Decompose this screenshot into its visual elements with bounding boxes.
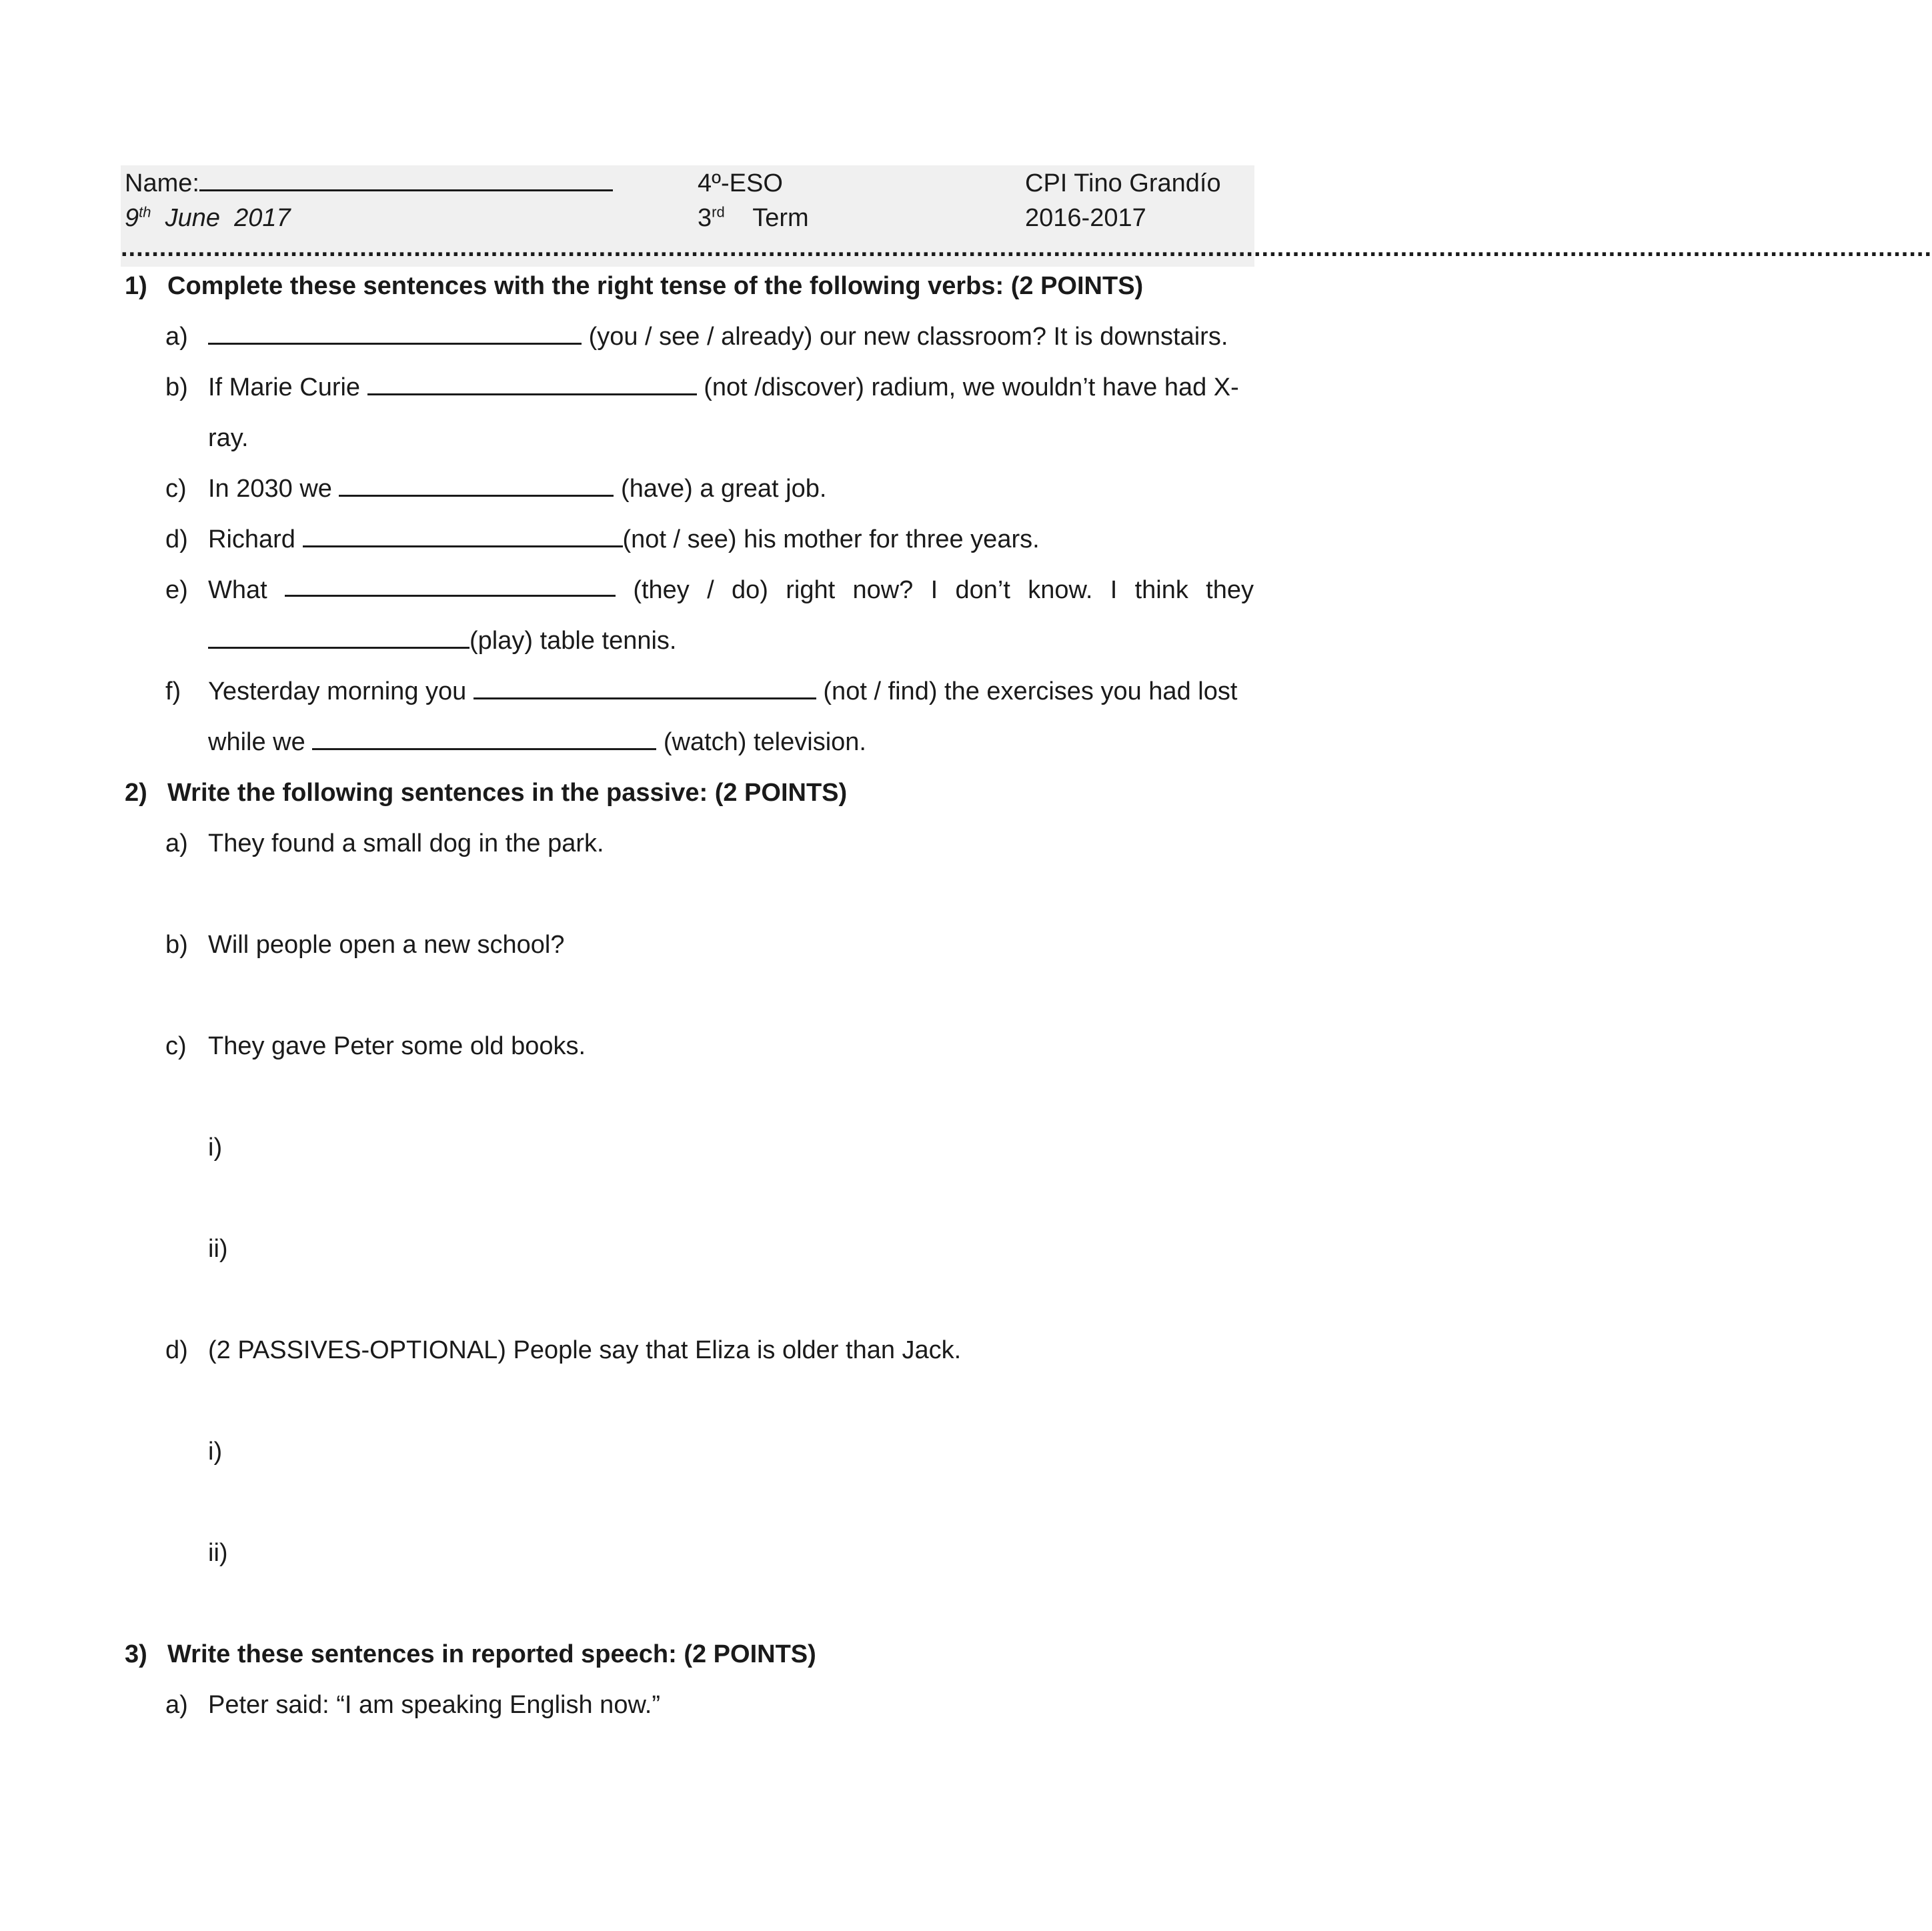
q3-a-sentence: Peter said: “I am speaking English now.” xyxy=(208,1691,661,1719)
school-year: 2016-2017 xyxy=(1025,204,1146,232)
q1-c-blank[interactable] xyxy=(339,473,614,497)
q1-f-continuation: while we (watch) television. xyxy=(208,728,866,756)
q2-d-sentence: (2 PASSIVES-OPTIONAL) People say that Eliza is older than Jack. xyxy=(208,1336,962,1364)
q1-c-sentence: In 2030 we (have) a great job. xyxy=(208,475,827,503)
q2-c-sentence: They gave Peter some old books. xyxy=(208,1032,586,1060)
q2-d-answer-ii: ii) xyxy=(208,1539,228,1567)
school-name: CPI Tino Grandío xyxy=(1025,169,1221,197)
dotted-separator: ........................................................................................................................................................................................................................................... xyxy=(121,234,1932,262)
q2-d-letter: d) xyxy=(165,1336,188,1364)
q1-a-letter: a) xyxy=(165,323,188,351)
q1-b-continuation: ray. xyxy=(208,424,249,452)
q1-c-letter: c) xyxy=(165,475,187,503)
q1-f-letter: f) xyxy=(165,677,181,705)
q3-heading: 3) Write these sentences in reported speech: (2 POINTS) xyxy=(125,1640,816,1668)
q1-heading: 1) Complete these sentences with the right tense of the following verbs: (2 POINTS) xyxy=(125,272,1144,300)
q1-b-sentence: If Marie Curie (not /discover) radium, we wouldn’t have had X- xyxy=(208,373,1239,401)
course-level: 4º-ESO xyxy=(698,169,783,197)
q2-heading: 2) Write the following sentences in the passive: (2 POINTS) xyxy=(125,779,848,807)
q1-b-blank[interactable] xyxy=(367,372,697,395)
q2-c-letter: c) xyxy=(165,1032,187,1060)
q2-c-answer-ii: ii) xyxy=(208,1235,228,1263)
q1-f-blank-2[interactable] xyxy=(312,727,656,750)
name-label: Name: xyxy=(125,169,199,197)
exam-date: 9th June 2017 xyxy=(125,203,291,232)
q2-d-answer-i: i) xyxy=(208,1438,223,1466)
name-blank[interactable] xyxy=(199,168,613,191)
q1-e-blank-1[interactable] xyxy=(285,573,616,597)
q1-e-continuation: (play) table tennis. xyxy=(208,624,677,657)
term: 3rd Term xyxy=(698,203,809,232)
q1-b-letter: b) xyxy=(165,373,188,401)
q2-a-sentence: They found a small dog in the park. xyxy=(208,829,604,857)
q2-b-letter: b) xyxy=(165,931,188,959)
name-field xyxy=(125,167,613,200)
q1-e-sentence: What (they / do) right now? I don’t know. I think they xyxy=(208,573,1254,607)
q2-b-sentence: Will people open a new school? xyxy=(208,931,565,959)
q1-d-letter: d) xyxy=(165,525,188,553)
q2-a-letter: a) xyxy=(165,829,188,857)
q1-e-letter: e) xyxy=(165,576,188,604)
q1-f-sentence: Yesterday morning you (not / find) the exercises you had lost xyxy=(208,677,1238,705)
q3-a-letter: a) xyxy=(165,1691,188,1719)
q1-a-sentence: (you / see / already) our new classroom? It is downstairs. xyxy=(208,320,1228,353)
q1-e-blank-2[interactable] xyxy=(208,625,469,649)
q1-f-blank-1[interactable] xyxy=(473,676,816,699)
q1-d-sentence: Richard (not / see) his mother for three years. xyxy=(208,525,1040,553)
q1-d-blank[interactable] xyxy=(303,524,623,547)
q1-a-blank[interactable] xyxy=(208,321,582,345)
q2-c-answer-i: i) xyxy=(208,1134,223,1162)
